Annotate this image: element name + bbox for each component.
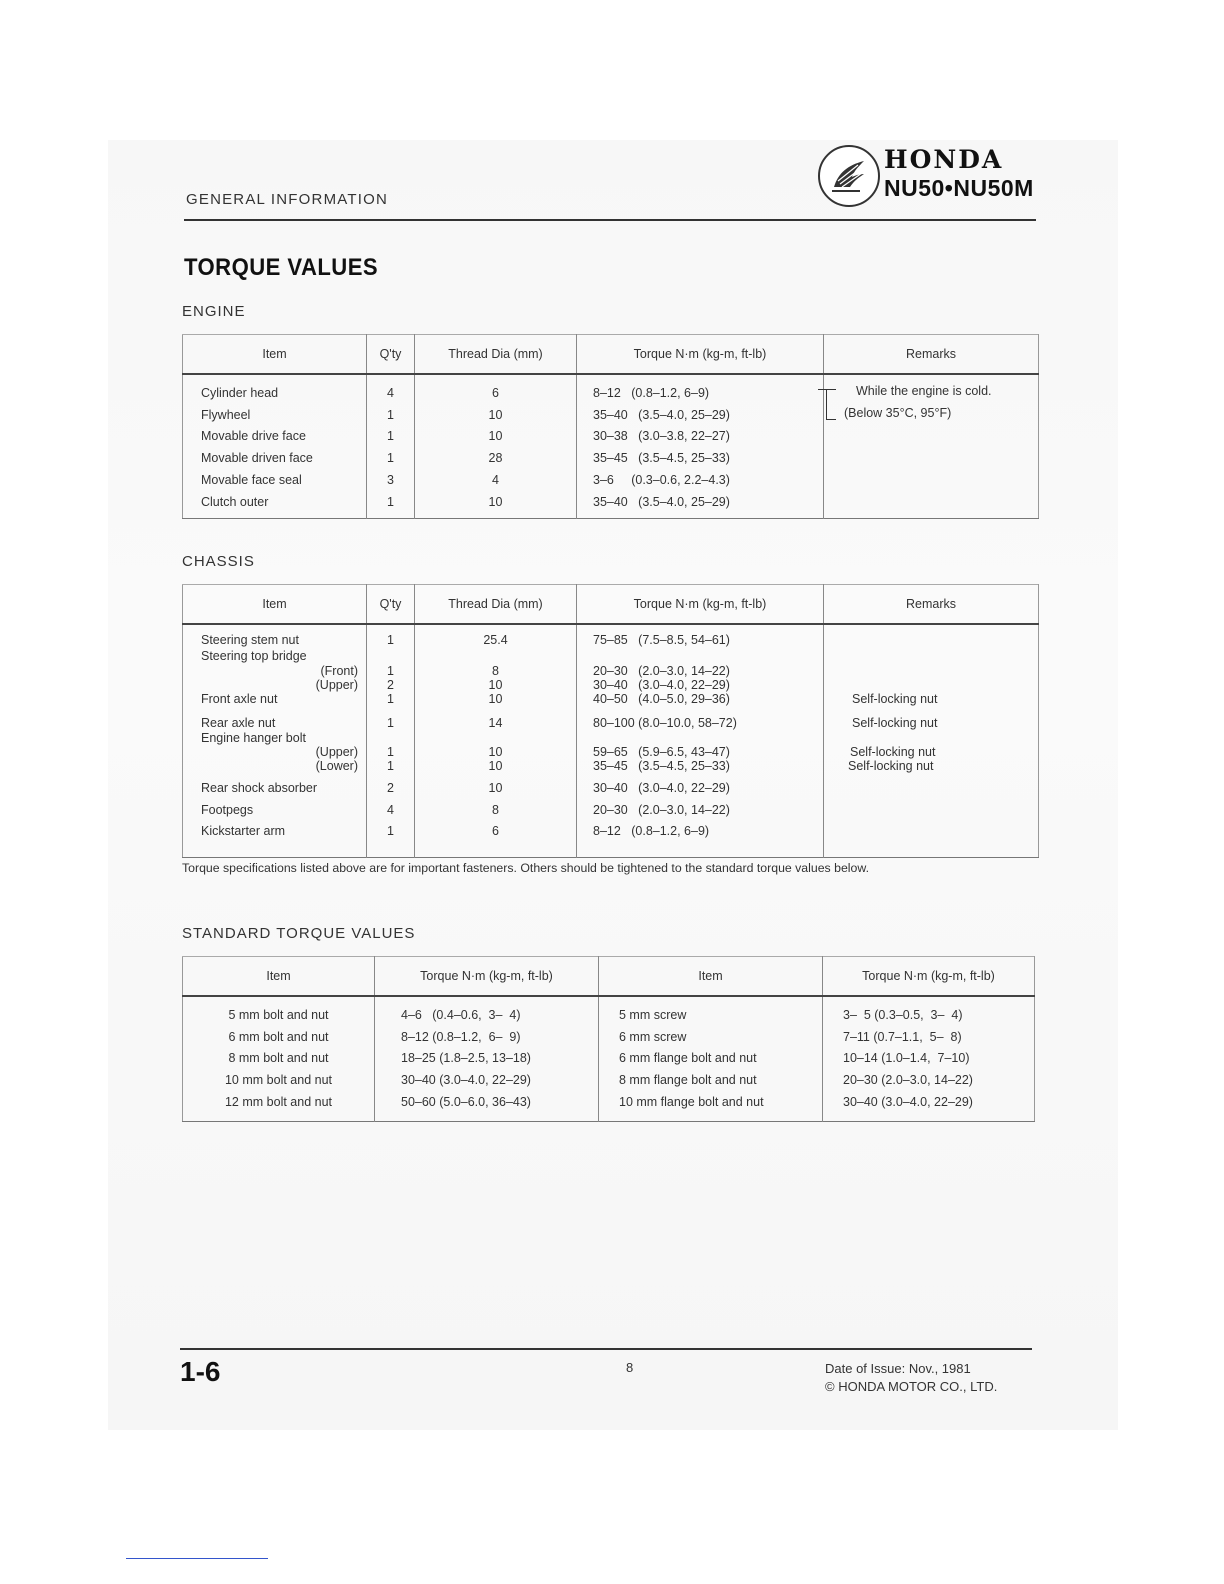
torque-value: 35–40 (3.5–4.0, 25–29) xyxy=(593,494,730,509)
torque-value: 20–30 (2.0–3.0, 14–22) xyxy=(843,1073,973,1088)
list-item: Cylinder head xyxy=(201,386,279,400)
list-item: Steering stem nut xyxy=(201,633,299,647)
list-item: (Upper) xyxy=(315,745,358,759)
col-qty: Q'ty xyxy=(367,585,415,625)
standard-right-items xyxy=(599,996,823,1122)
list-item: Kickstarter arm xyxy=(201,824,286,838)
list-item: Footpegs xyxy=(201,803,254,817)
qty-value: 1 xyxy=(387,451,394,466)
list-item: Rear axle nut xyxy=(201,716,276,730)
col-torque: Torque N·m (kg-m, ft-lb) xyxy=(375,957,599,997)
list-item: 8 mm flange bolt and nut xyxy=(619,1073,757,1088)
remark-bracket xyxy=(826,389,837,419)
list-item: (Front) xyxy=(320,664,358,678)
dia-value: 14 xyxy=(488,716,503,730)
list-item: 5 mm bolt and nut xyxy=(228,1008,329,1022)
col-thread-dia: Thread Dia (mm) xyxy=(415,335,577,375)
col-item: Item xyxy=(183,335,367,375)
chassis-qty xyxy=(367,624,415,858)
standard-label: STANDARD TORQUE VALUES xyxy=(182,925,416,942)
torque-value: 30–38 (3.0–3.8, 22–27) xyxy=(593,429,730,444)
torque-value: 18–25 (1.8–2.5, 13–18) xyxy=(401,1051,531,1066)
torque-value: 30–40 (3.0–4.0, 22–29) xyxy=(843,1094,973,1109)
torque-value: 8–12 (0.8–1.2, 6–9) xyxy=(593,824,710,838)
list-item: Clutch outer xyxy=(201,494,269,509)
header-rule xyxy=(184,219,1036,221)
dia-value: 10 xyxy=(488,781,503,795)
torque-value: 35–45 (3.5–4.5, 25–33) xyxy=(593,759,730,773)
torque-value: 30–40 (3.0–4.0, 22–29) xyxy=(593,678,730,692)
col-torque: Torque N·m (kg-m, ft-lb) xyxy=(577,585,824,625)
honda-logo xyxy=(818,145,1038,209)
engine-torque xyxy=(577,374,824,519)
list-item: (Upper) xyxy=(315,678,358,692)
qty-value: 1 xyxy=(387,716,394,730)
col-torque: Torque N·m (kg-m, ft-lb) xyxy=(577,335,824,375)
standard-right-torque xyxy=(823,996,1035,1122)
qty-value: 2 xyxy=(387,678,394,692)
standard-left-torque xyxy=(375,996,599,1122)
engine-header-row xyxy=(183,335,1039,375)
list-item: Movable face seal xyxy=(201,472,302,487)
torque-value: 20–30 (2.0–3.0, 14–22) xyxy=(593,664,730,678)
list-item: Flywheel xyxy=(201,407,251,422)
qty-value: 1 xyxy=(387,664,394,678)
copyright: © HONDA MOTOR CO., LTD. xyxy=(825,1379,998,1394)
dia-value: 25.4 xyxy=(483,633,508,647)
torque-value: 7–11 (0.7–1.1, 5– 8) xyxy=(843,1029,962,1044)
col-item: Item xyxy=(183,585,367,625)
engine-dia xyxy=(415,374,577,519)
chassis-remarks xyxy=(824,624,1039,858)
dia-value: 8 xyxy=(492,664,499,678)
remark-text: Self-locking nut xyxy=(850,745,936,759)
qty-value: 1 xyxy=(387,633,394,647)
list-item: 6 mm flange bolt and nut xyxy=(619,1051,757,1066)
list-item: Front axle nut xyxy=(201,692,278,706)
torque-value: 20–30 (2.0–3.0, 14–22) xyxy=(593,803,730,817)
remark-text: Self-locking nut xyxy=(852,692,938,706)
remark-bracket-bottom xyxy=(826,419,836,420)
engine-items xyxy=(183,374,367,519)
qty-value: 3 xyxy=(387,472,394,487)
standard-left-items xyxy=(183,996,375,1122)
col-remarks: Remarks xyxy=(824,335,1039,375)
col-torque: Torque N·m (kg-m, ft-lb) xyxy=(823,957,1035,997)
chassis-items xyxy=(183,624,367,858)
qty-value: 1 xyxy=(387,745,394,759)
page-number: 1-6 xyxy=(180,1356,221,1387)
col-thread-dia: Thread Dia (mm) xyxy=(415,585,577,625)
center-number: 8 xyxy=(626,1360,634,1375)
torque-value: 3– 5 (0.3–0.5, 3– 4) xyxy=(843,1008,963,1022)
dia-value: 4 xyxy=(492,472,499,487)
torque-value: 30–40 (3.0–4.0, 22–29) xyxy=(401,1073,531,1088)
qty-value: 2 xyxy=(387,781,394,795)
torque-value: 8–12 (0.8–1.2, 6–9) xyxy=(593,386,710,400)
list-item: 5 mm screw xyxy=(619,1008,687,1022)
list-item: (Lower) xyxy=(315,759,358,773)
torque-value: 4–6 (0.4–0.6, 3– 4) xyxy=(401,1008,521,1022)
remark-bracket-top xyxy=(818,389,836,390)
footnote: Torque specifications listed above are for important fasteners. Others should be tightened to the standard torque values below. xyxy=(182,861,869,875)
col-item: Item xyxy=(183,957,375,997)
engine-qty xyxy=(367,374,415,519)
list-item: 6 mm screw xyxy=(619,1029,687,1044)
torque-value: 40–50 (4.0–5.0, 29–36) xyxy=(593,692,730,706)
dia-value: 10 xyxy=(488,692,503,706)
qty-value: 1 xyxy=(387,494,394,509)
qty-value: 4 xyxy=(387,803,394,817)
qty-value: 1 xyxy=(387,824,394,838)
dia-value: 10 xyxy=(488,759,503,773)
torque-value: 3–6 (0.3–0.6, 2.2–4.3) xyxy=(593,472,730,487)
torque-value: 35–45 (3.5–4.5, 25–33) xyxy=(593,451,730,466)
torque-value: 80–100 (8.0–10.0, 58–72) xyxy=(593,716,737,730)
torque-value: 35–40 (3.5–4.0, 25–29) xyxy=(593,407,730,422)
page-title: TORQUE VALUES xyxy=(184,254,379,281)
list-item: 10 mm bolt and nut xyxy=(224,1073,332,1088)
list-item: Engine hanger bolt xyxy=(201,731,306,745)
torque-value: 50–60 (5.0–6.0, 36–43) xyxy=(401,1094,531,1109)
list-item: 6 mm bolt and nut xyxy=(228,1029,329,1044)
remark-text: (Below 35°C, 95°F) xyxy=(844,405,952,420)
issue-info xyxy=(825,1360,997,1396)
dia-value: 6 xyxy=(492,824,499,838)
col-remarks: Remarks xyxy=(824,585,1039,625)
qty-value: 4 xyxy=(387,386,394,400)
chassis-label: CHASSIS xyxy=(182,553,255,570)
chassis-torque xyxy=(577,624,824,858)
list-item: 12 mm bolt and nut xyxy=(224,1094,332,1109)
qty-value: 1 xyxy=(387,407,394,422)
remark-text: While the engine is cold. xyxy=(856,384,992,398)
engine-table xyxy=(182,334,1039,519)
qty-value: 1 xyxy=(387,759,394,773)
chassis-dia xyxy=(415,624,577,858)
model-name: NU50•NU50M xyxy=(884,175,1034,201)
list-item: Steering top bridge xyxy=(201,649,307,663)
list-item: Movable drive face xyxy=(201,429,306,444)
engine-label: ENGINE xyxy=(182,303,246,320)
dia-value: 28 xyxy=(488,451,503,466)
torque-value: 59–65 (5.9–6.5, 43–47) xyxy=(593,745,730,759)
standard-table xyxy=(182,956,1035,1122)
chassis-table xyxy=(182,584,1039,858)
list-item: 8 mm bolt and nut xyxy=(228,1051,329,1066)
standard-header-row xyxy=(183,957,1035,997)
engine-remarks xyxy=(824,374,1039,519)
brand-name: HONDA xyxy=(884,145,1004,174)
torque-value: 75–85 (7.5–8.5, 54–61) xyxy=(593,633,730,647)
torque-value: 30–40 (3.0–4.0, 22–29) xyxy=(593,781,730,795)
footer-rule xyxy=(180,1348,1032,1350)
list-item: Rear shock absorber xyxy=(201,781,318,795)
dia-value: 10 xyxy=(488,745,503,759)
col-qty: Q'ty xyxy=(367,335,415,375)
remark-text: Self-locking nut xyxy=(852,716,938,730)
qty-value: 1 xyxy=(387,429,394,444)
link-underline xyxy=(126,1558,268,1559)
col-item: Item xyxy=(599,957,823,997)
list-item: Movable driven face xyxy=(201,451,313,466)
chassis-header-row xyxy=(183,585,1039,625)
dia-value: 10 xyxy=(488,429,503,444)
dia-value: 8 xyxy=(492,803,499,817)
qty-value: 1 xyxy=(387,692,394,706)
dia-value: 10 xyxy=(488,494,503,509)
section-header: GENERAL INFORMATION xyxy=(186,191,388,208)
wing-emblem-icon xyxy=(818,145,880,207)
torque-value: 8–12 (0.8–1.2, 6– 9) xyxy=(401,1029,521,1044)
issue-date: Date of Issue: Nov., 1981 xyxy=(825,1361,971,1376)
list-item: 10 mm flange bolt and nut xyxy=(619,1094,764,1109)
remark-text: Self-locking nut xyxy=(848,759,934,773)
dia-value: 10 xyxy=(488,678,503,692)
torque-value: 10–14 (1.0–1.4, 7–10) xyxy=(843,1051,970,1066)
dia-value: 10 xyxy=(488,407,503,422)
dia-value: 6 xyxy=(492,386,499,400)
